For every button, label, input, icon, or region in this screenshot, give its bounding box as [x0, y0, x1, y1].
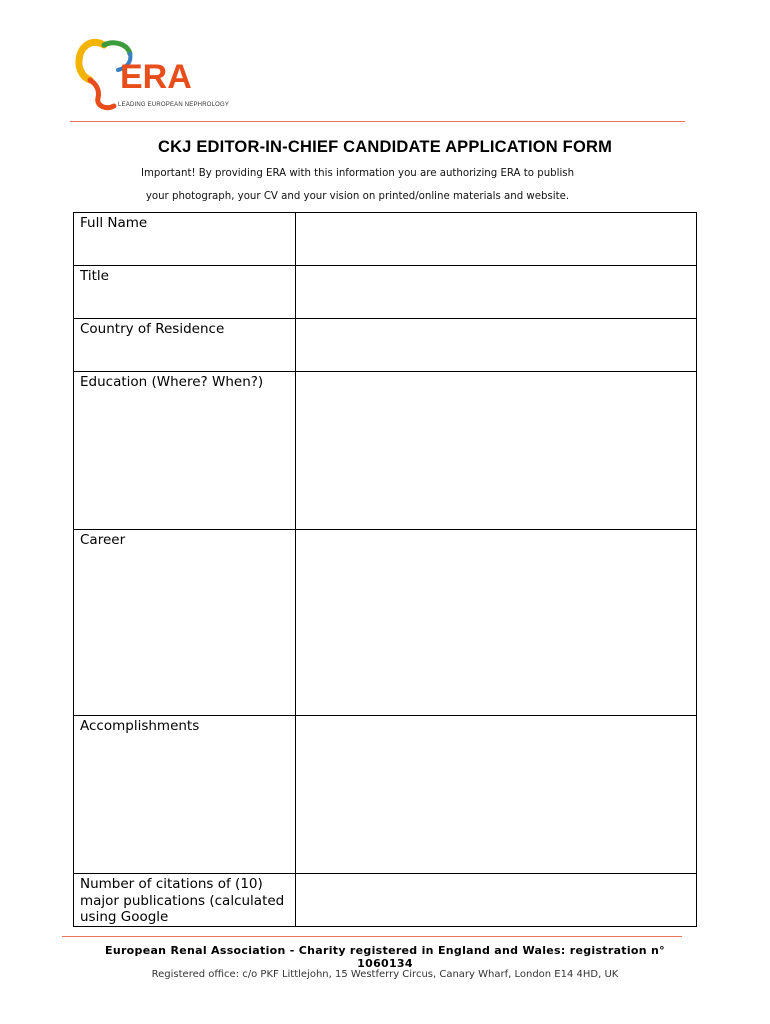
charity-registration-number: 1060134 — [357, 957, 413, 970]
field-label: Title — [74, 266, 296, 319]
application-form-table — [73, 212, 697, 927]
citations-field[interactable] — [296, 874, 697, 927]
field-label: Career — [74, 530, 296, 716]
title-field[interactable] — [296, 266, 697, 319]
field-label: Education (Where? When?) — [74, 372, 296, 530]
privacy-note-line-1: Important! By providing ERA with this information you are authorizing ERA to publish — [140, 168, 575, 179]
charity-registration-line-1: European Renal Association - Charity registered in England and Wales: registration n° — [105, 944, 665, 957]
era-logo-mark — [70, 36, 250, 112]
form-row-full-name — [74, 213, 697, 266]
field-label: Country of Residence — [74, 319, 296, 372]
logo-tagline: LEADING EUROPEAN NEPHROLOGY — [118, 102, 230, 108]
form-row-country — [74, 319, 697, 372]
form-row-title — [74, 266, 697, 319]
charity-registration — [0, 944, 770, 970]
footer-divider — [62, 936, 682, 937]
full-name-field[interactable] — [296, 213, 697, 266]
country-of-residence-field[interactable] — [296, 319, 697, 372]
form-row-career — [74, 530, 697, 716]
field-label: Full Name — [74, 213, 296, 266]
field-label: Accomplishments — [74, 716, 296, 874]
privacy-note-line-2: your photograph, your CV and your vision on printed/online materials and website. — [145, 191, 570, 202]
registered-office: Registered office: c/o PKF Littlejohn, 15 Westferry Circus, Canary Wharf, London E14 4HD, UK — [151, 969, 619, 980]
form-title: CKJ EDITOR-IN-CHIEF CANDIDATE APPLICATION FORM — [157, 138, 613, 156]
logo-text: ERA — [120, 58, 192, 96]
header-divider — [70, 121, 685, 122]
form-row-accomplishments — [74, 716, 697, 874]
form-row-citations — [74, 874, 697, 927]
era-logo — [70, 36, 250, 112]
career-field[interactable] — [296, 530, 697, 716]
field-label: Number of citations of (10) major publications (calculated using Google — [74, 874, 296, 927]
accomplishments-field[interactable] — [296, 716, 697, 874]
form-row-education — [74, 372, 697, 530]
education-field[interactable] — [296, 372, 697, 530]
